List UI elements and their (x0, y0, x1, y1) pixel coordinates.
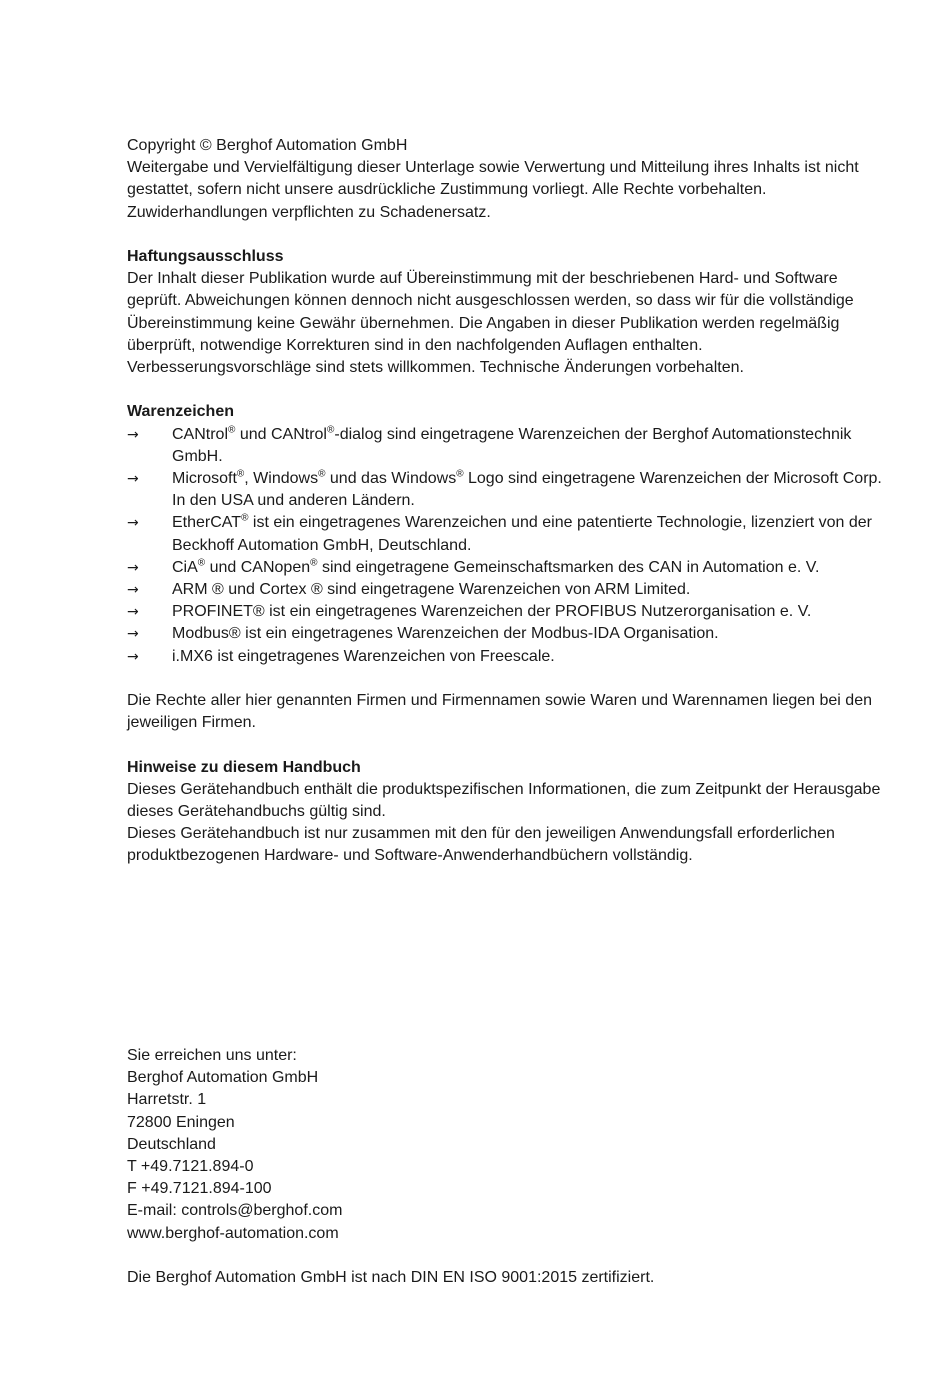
arrow-right-icon: → (127, 471, 139, 488)
rights-section (127, 690, 887, 734)
certification-block (127, 1267, 887, 1289)
trademark-list (127, 424, 887, 668)
manual-notes-section (127, 757, 887, 868)
contact-country: Deutschland (127, 1135, 216, 1153)
contact-block (127, 1045, 887, 1245)
manual-notes-line-2: Dieses Gerätehandbuch ist nur zusammen mit den für den jeweiligen Anwendungsfall erforderlichen produktbezogenen Hardware- und Software-Anwenderhandbüchern vollständig. (127, 825, 835, 865)
contact-email: E-mail: controls@berghof.com (127, 1202, 343, 1220)
arrow-right-icon: → (127, 515, 139, 532)
arrow-right-icon: → (127, 648, 139, 665)
copyright-section (127, 135, 887, 224)
trademark-item (127, 646, 887, 668)
trademark-text: CANtrol® und CANtrol®-dialog sind eingetragene Warenzeichen der Berghof Automationstechnik GmbH. (172, 424, 852, 465)
contact-company: Berghof Automation GmbH (127, 1069, 319, 1087)
manual-notes-heading: Hinweise zu diesem Handbuch (127, 758, 361, 776)
disclaimer-heading: Haftungsausschluss (127, 248, 284, 265)
disclaimer-section (127, 246, 887, 379)
rights-text: Die Rechte aller hier genannten Firmen und Firmennamen sowie Waren und Warennamen liegen bei den jeweiligen Firmen. (127, 692, 872, 732)
trademark-text: Modbus® ist ein eingetragenes Warenzeichen der Modbus-IDA Organisation. (172, 625, 719, 643)
trademark-text: EtherCAT® ist ein eingetragenes Warenzeichen und eine patentierte Technologie, lizenziert von der Beckhoff Automation GmbH, Deutschland. (172, 513, 872, 554)
trademark-text: Microsoft®, Windows® und das Windows® Logo sind eingetragene Warenzeichen der Microsoft Corp. In den USA und anderen Ländern. (172, 468, 882, 510)
copyright-text: Weitergabe und Vervielfältigung dieser Unterlage sowie Verwertung und Mitteilung ihres Inhalts ist nicht gestattet, sofern nicht unsere ausdrückliche Zustimmung vorliegt. Alle Rechte vorbehalten. Zuwiderhandlungen verpflichten zu Schadenersatz. (127, 159, 859, 221)
copyright-title: Copyright © Berghof Automation GmbH (127, 137, 408, 154)
trademarks-heading: Warenzeichen (127, 403, 234, 421)
contact-city: 72800 Eningen (127, 1113, 235, 1131)
disclaimer-text: Der Inhalt dieser Publikation wurde auf Übereinstimmung mit der beschriebenen Hard- und Software geprüft. Abweichungen können dennoch nicht ausgeschlossen werden, so dass wir für die vollständige Übereinstimmung keine Gewähr übernehmen. Die Angaben in dieser Publikation werden regelmäßig überprüft, notwendige Korrekturen sind in den nachfolgenden Auflagen enthalten. Verbesserungsvorschläge sind stets willkommen. Technische Änderungen vorbehalten. (127, 270, 854, 377)
contact-web: www.berghof-automation.com (127, 1224, 339, 1242)
trademark-item (127, 601, 887, 623)
trademark-item (127, 424, 887, 468)
trademark-item (127, 468, 887, 512)
contact-street: Harretstr. 1 (127, 1091, 207, 1109)
arrow-right-icon: → (127, 426, 139, 443)
trademark-item (127, 623, 887, 645)
contact-intro: Sie erreichen uns unter: (127, 1047, 297, 1064)
arrow-right-icon: → (127, 582, 139, 599)
trademarks-section (127, 401, 887, 667)
legal-notice-page (127, 135, 887, 890)
trademark-item (127, 512, 887, 556)
trademark-item (127, 557, 887, 579)
trademark-text: CiA® und CANopen® sind eingetragene Gemeinschaftsmarken des CAN in Automation e. V. (172, 557, 820, 576)
trademark-text: ARM ® und Cortex ® sind eingetragene Warenzeichen von ARM Limited. (172, 581, 691, 599)
arrow-right-icon: → (127, 626, 139, 643)
trademark-text: PROFINET® ist ein eingetragenes Warenzeichen der PROFIBUS Nutzerorganisation e. V. (172, 603, 812, 621)
contact-fax: F +49.7121.894-100 (127, 1180, 272, 1198)
trademark-item (127, 579, 887, 601)
trademark-text: i.MX6 ist eingetragenes Warenzeichen von Freescale. (172, 647, 555, 665)
arrow-right-icon: → (127, 604, 139, 621)
manual-notes-line-1: Dieses Gerätehandbuch enthält die produktspezifischen Informationen, die zum Zeitpunkt der Herausgabe dieses Gerätehandbuchs gültig sind. (127, 780, 881, 821)
arrow-right-icon: → (127, 559, 139, 576)
certification-text: Die Berghof Automation GmbH ist nach DIN EN ISO 9001:2015 zertifiziert. (127, 1269, 655, 1286)
contact-phone: T +49.7121.894-0 (127, 1158, 254, 1176)
